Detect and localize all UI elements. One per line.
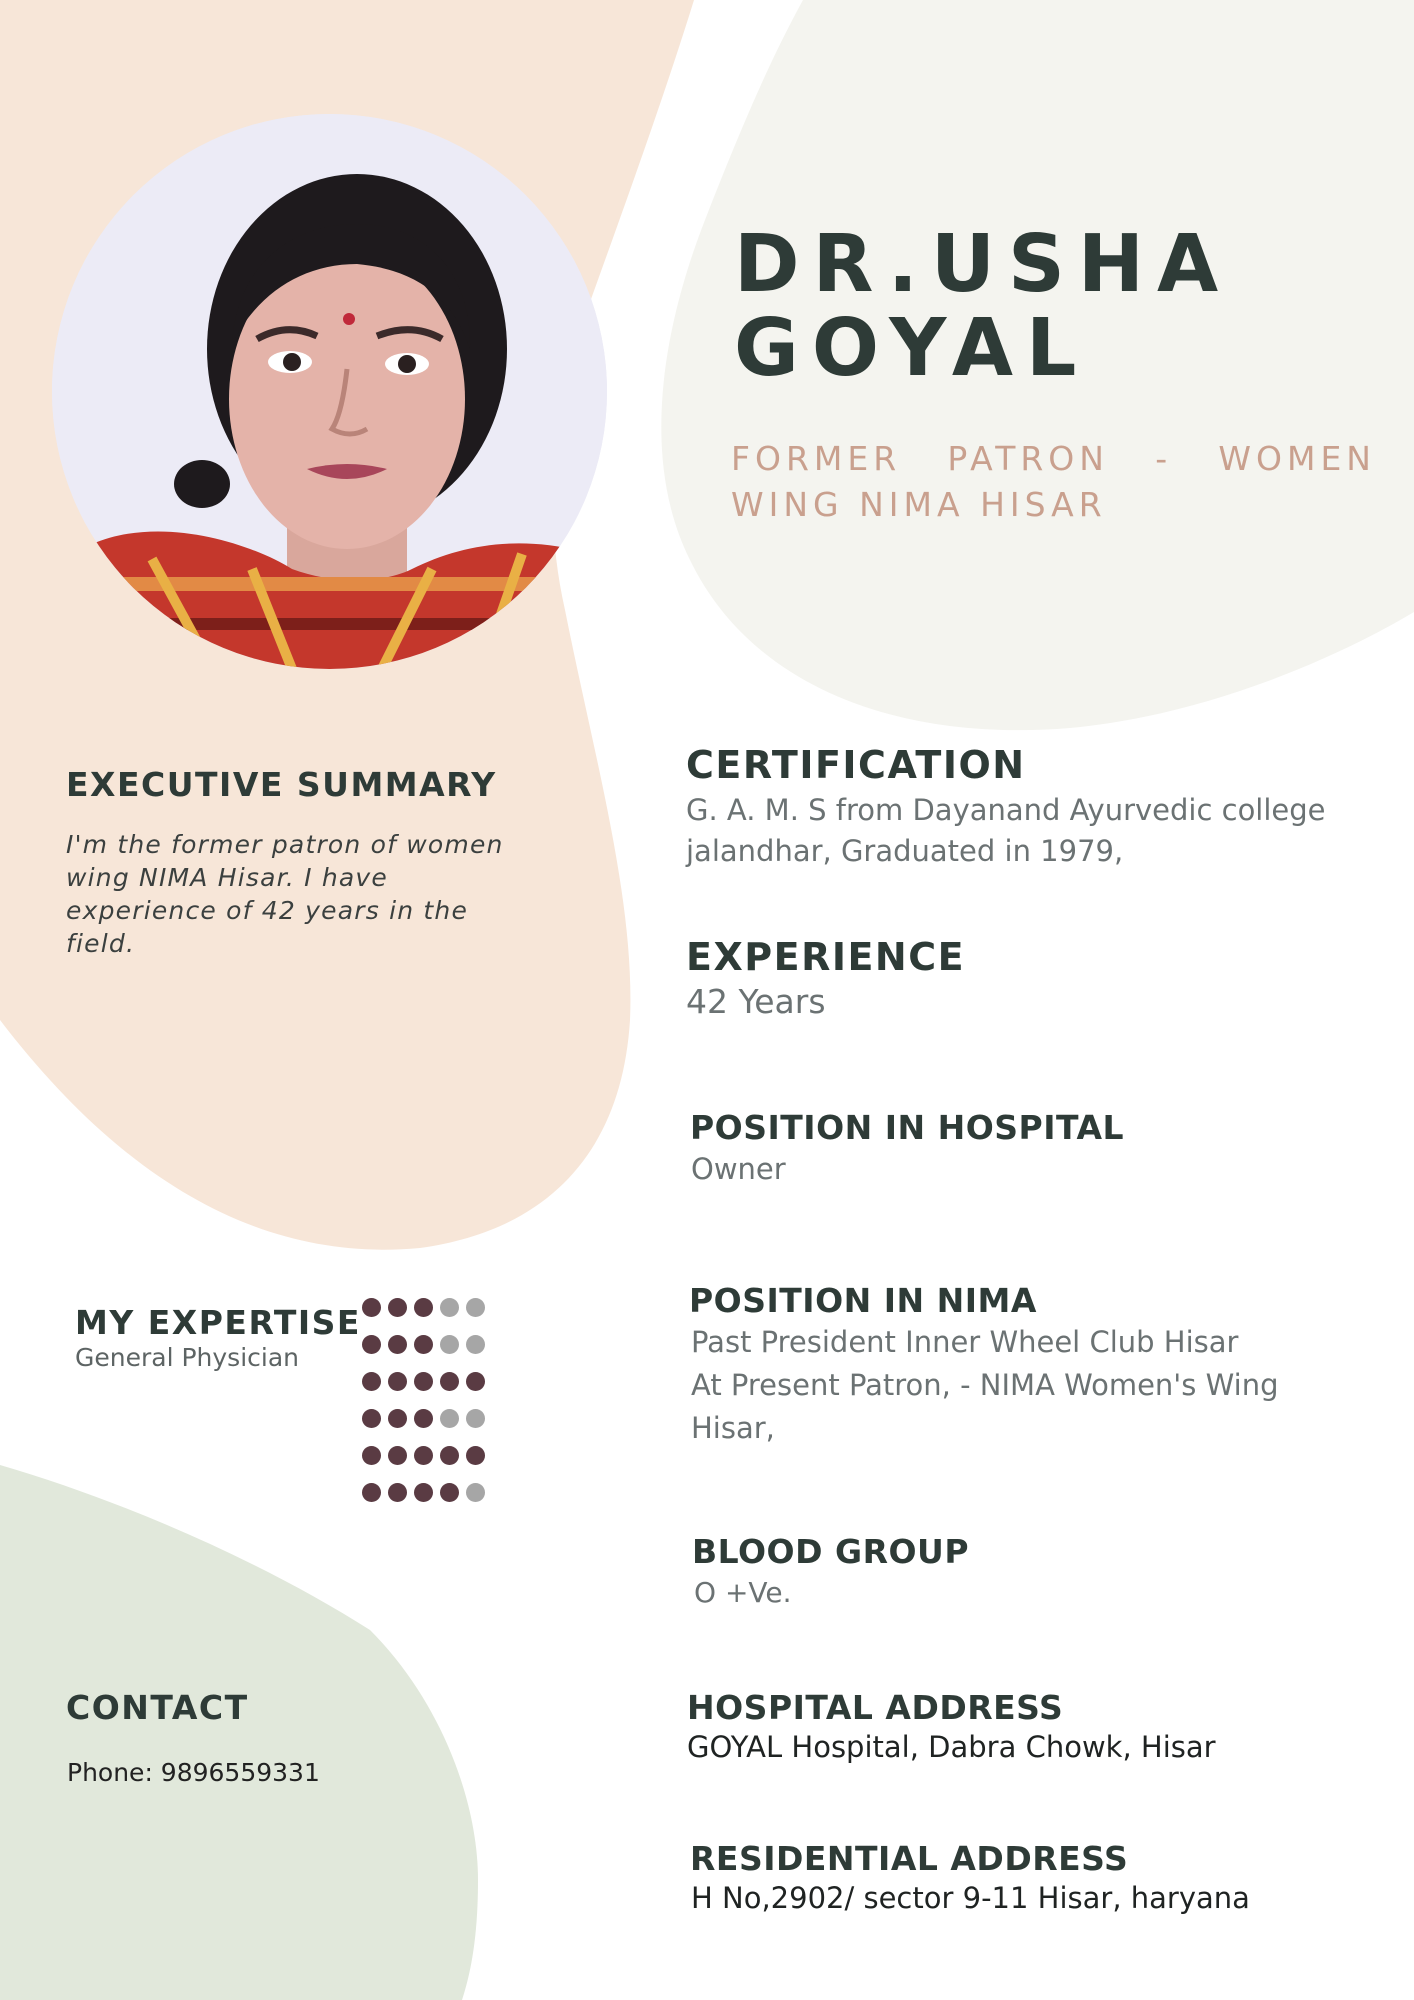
position-nima-heading: POSITION IN NIMA bbox=[689, 1281, 1037, 1320]
expertise-value: General Physician bbox=[75, 1343, 300, 1372]
rating-dot bbox=[414, 1335, 433, 1354]
rating-dot bbox=[388, 1298, 407, 1317]
green-blob bbox=[0, 1465, 478, 2000]
rating-dot bbox=[414, 1372, 433, 1391]
rating-dot bbox=[440, 1298, 459, 1317]
rating-dot bbox=[362, 1483, 381, 1502]
blood-group-value: O +Ve. bbox=[694, 1576, 792, 1609]
rating-dot bbox=[362, 1372, 381, 1391]
contact-phone: Phone: 9896559331 bbox=[67, 1758, 320, 1787]
rating-dot bbox=[466, 1372, 485, 1391]
rating-dot bbox=[440, 1446, 459, 1465]
hospital-address-value: GOYAL Hospital, Dabra Chowk, Hisar bbox=[687, 1730, 1216, 1764]
rating-dot bbox=[466, 1483, 485, 1502]
blood-group-heading: BLOOD GROUP bbox=[692, 1532, 970, 1571]
rating-dot bbox=[440, 1372, 459, 1391]
position-nima-line1: Past President Inner Wheel Club Hisar bbox=[691, 1325, 1239, 1359]
rating-dot bbox=[388, 1483, 407, 1502]
rating-dot bbox=[362, 1298, 381, 1317]
expertise-rating-dots bbox=[362, 1298, 498, 1516]
rating-dot bbox=[440, 1409, 459, 1428]
rating-dot bbox=[388, 1372, 407, 1391]
rating-dot bbox=[388, 1335, 407, 1354]
position-nima-text bbox=[691, 1321, 1279, 1450]
experience-heading: EXPERIENCE bbox=[686, 935, 966, 979]
position-nima-line3: Hisar, bbox=[691, 1411, 775, 1445]
certification-line2: jalandhar, Graduated in 1979, bbox=[686, 834, 1124, 868]
executive-summary-heading: EXECUTIVE SUMMARY bbox=[66, 765, 497, 804]
rating-dot bbox=[414, 1298, 433, 1317]
contact-heading: CONTACT bbox=[66, 1688, 249, 1727]
residential-address-value: H No,2902/ sector 9-11 Hisar, haryana bbox=[691, 1881, 1250, 1915]
rating-dot bbox=[440, 1483, 459, 1502]
certification-text bbox=[686, 790, 1326, 872]
rating-dot bbox=[414, 1446, 433, 1465]
profile-photo bbox=[52, 114, 607, 669]
experience-value: 42 Years bbox=[686, 982, 826, 1021]
rating-dot bbox=[414, 1409, 433, 1428]
rating-dot bbox=[388, 1409, 407, 1428]
executive-summary-text: I'm the former patron of women wing NIMA Hisar. I have experience of 42 years in the field. bbox=[66, 830, 504, 958]
person-name bbox=[734, 218, 1374, 394]
expertise-heading: MY EXPERTISE bbox=[75, 1303, 361, 1342]
certification-line1: G. A. M. S from Dayanand Ayurvedic college bbox=[686, 793, 1326, 827]
rating-dot bbox=[362, 1335, 381, 1354]
rating-dot bbox=[466, 1335, 485, 1354]
rating-dot bbox=[362, 1409, 381, 1428]
rating-dot bbox=[414, 1483, 433, 1502]
rating-dot bbox=[388, 1446, 407, 1465]
rating-dot bbox=[362, 1446, 381, 1465]
position-hospital-heading: POSITION IN HOSPITAL bbox=[690, 1108, 1125, 1147]
position-nima-line2: At Present Patron, - NIMA Women's Wing bbox=[691, 1368, 1279, 1402]
rating-dot bbox=[440, 1335, 459, 1354]
position-hospital-value: Owner bbox=[691, 1152, 786, 1186]
rating-dot bbox=[466, 1409, 485, 1428]
certification-heading: CERTIFICATION bbox=[686, 743, 1026, 787]
residential-address-heading: RESIDENTIAL ADDRESS bbox=[690, 1839, 1129, 1878]
person-subtitle: FORMER PATRON - WOMEN WING NIMA HISAR bbox=[731, 439, 1376, 524]
person-name-line2: GOYAL bbox=[734, 302, 1090, 394]
person-name-line1: DR.USHA bbox=[734, 218, 1232, 310]
rating-dot bbox=[466, 1446, 485, 1465]
rating-dot bbox=[466, 1298, 485, 1317]
hospital-address-heading: HOSPITAL ADDRESS bbox=[687, 1688, 1064, 1727]
